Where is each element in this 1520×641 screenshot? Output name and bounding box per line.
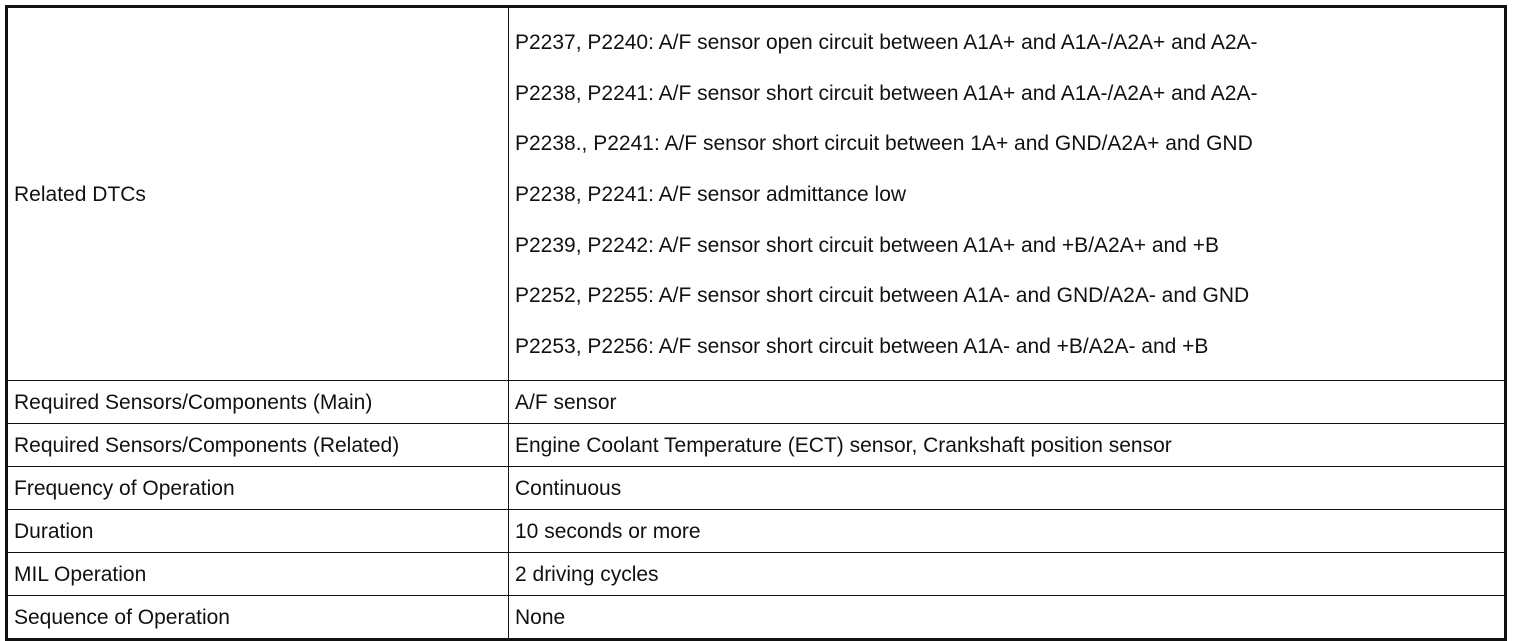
dtc-line: P2239, P2242: A/F sensor short circuit between A1A+ and +B/A2A+ and +B: [515, 233, 1219, 257]
mil-label: MIL Operation: [7, 553, 509, 596]
dtc-line: P2238, P2241: A/F sensor short circuit between A1A+ and A1A-/A2A+ and A2A-: [515, 81, 1258, 105]
sequence-label: Sequence of Operation: [7, 596, 509, 640]
table-row-sensors-main: [7, 381, 1506, 424]
dtc-line: P2237, P2240: A/F sensor open circuit between A1A+ and A1A-/A2A+ and A2A-: [515, 31, 1258, 54]
table-row-related-dtcs: [7, 7, 1506, 381]
frequency-value: Continuous: [509, 467, 1506, 510]
dtc-line: P2238, P2241: A/F sensor admittance low: [515, 182, 907, 206]
dtc-line: P2238., P2241: A/F sensor short circuit between 1A+ and GND/A2A+ and GND: [515, 132, 1253, 156]
sensors-main-label: Required Sensors/Components (Main): [7, 381, 509, 424]
table-row-frequency: [7, 467, 1506, 510]
sensors-related-label: Required Sensors/Components (Related): [7, 424, 509, 467]
related-dtcs-list: [515, 19, 1498, 369]
related-dtcs-cell: [509, 7, 1506, 381]
related-dtcs-label: Related DTCs: [7, 7, 509, 381]
sensors-main-value: A/F sensor: [509, 381, 1506, 424]
sequence-value: None: [509, 596, 1506, 640]
table-row-sensors-related: [7, 424, 1506, 467]
duration-value: 10 seconds or more: [509, 510, 1506, 553]
dtc-line: P2252, P2255: A/F sensor short circuit between A1A- and GND/A2A- and GND: [515, 284, 1250, 308]
sensors-related-value: Engine Coolant Temperature (ECT) sensor, Crankshaft position sensor: [509, 424, 1506, 467]
table-row-mil: [7, 553, 1506, 596]
monitor-info-table: [5, 5, 1507, 641]
table-row-sequence: [7, 596, 1506, 640]
frequency-label: Frequency of Operation: [7, 467, 509, 510]
mil-value: 2 driving cycles: [509, 553, 1506, 596]
duration-label: Duration: [7, 510, 509, 553]
dtc-line: P2253, P2256: A/F sensor short circuit between A1A- and +B/A2A- and +B: [515, 334, 1209, 358]
table-row-duration: [7, 510, 1506, 553]
